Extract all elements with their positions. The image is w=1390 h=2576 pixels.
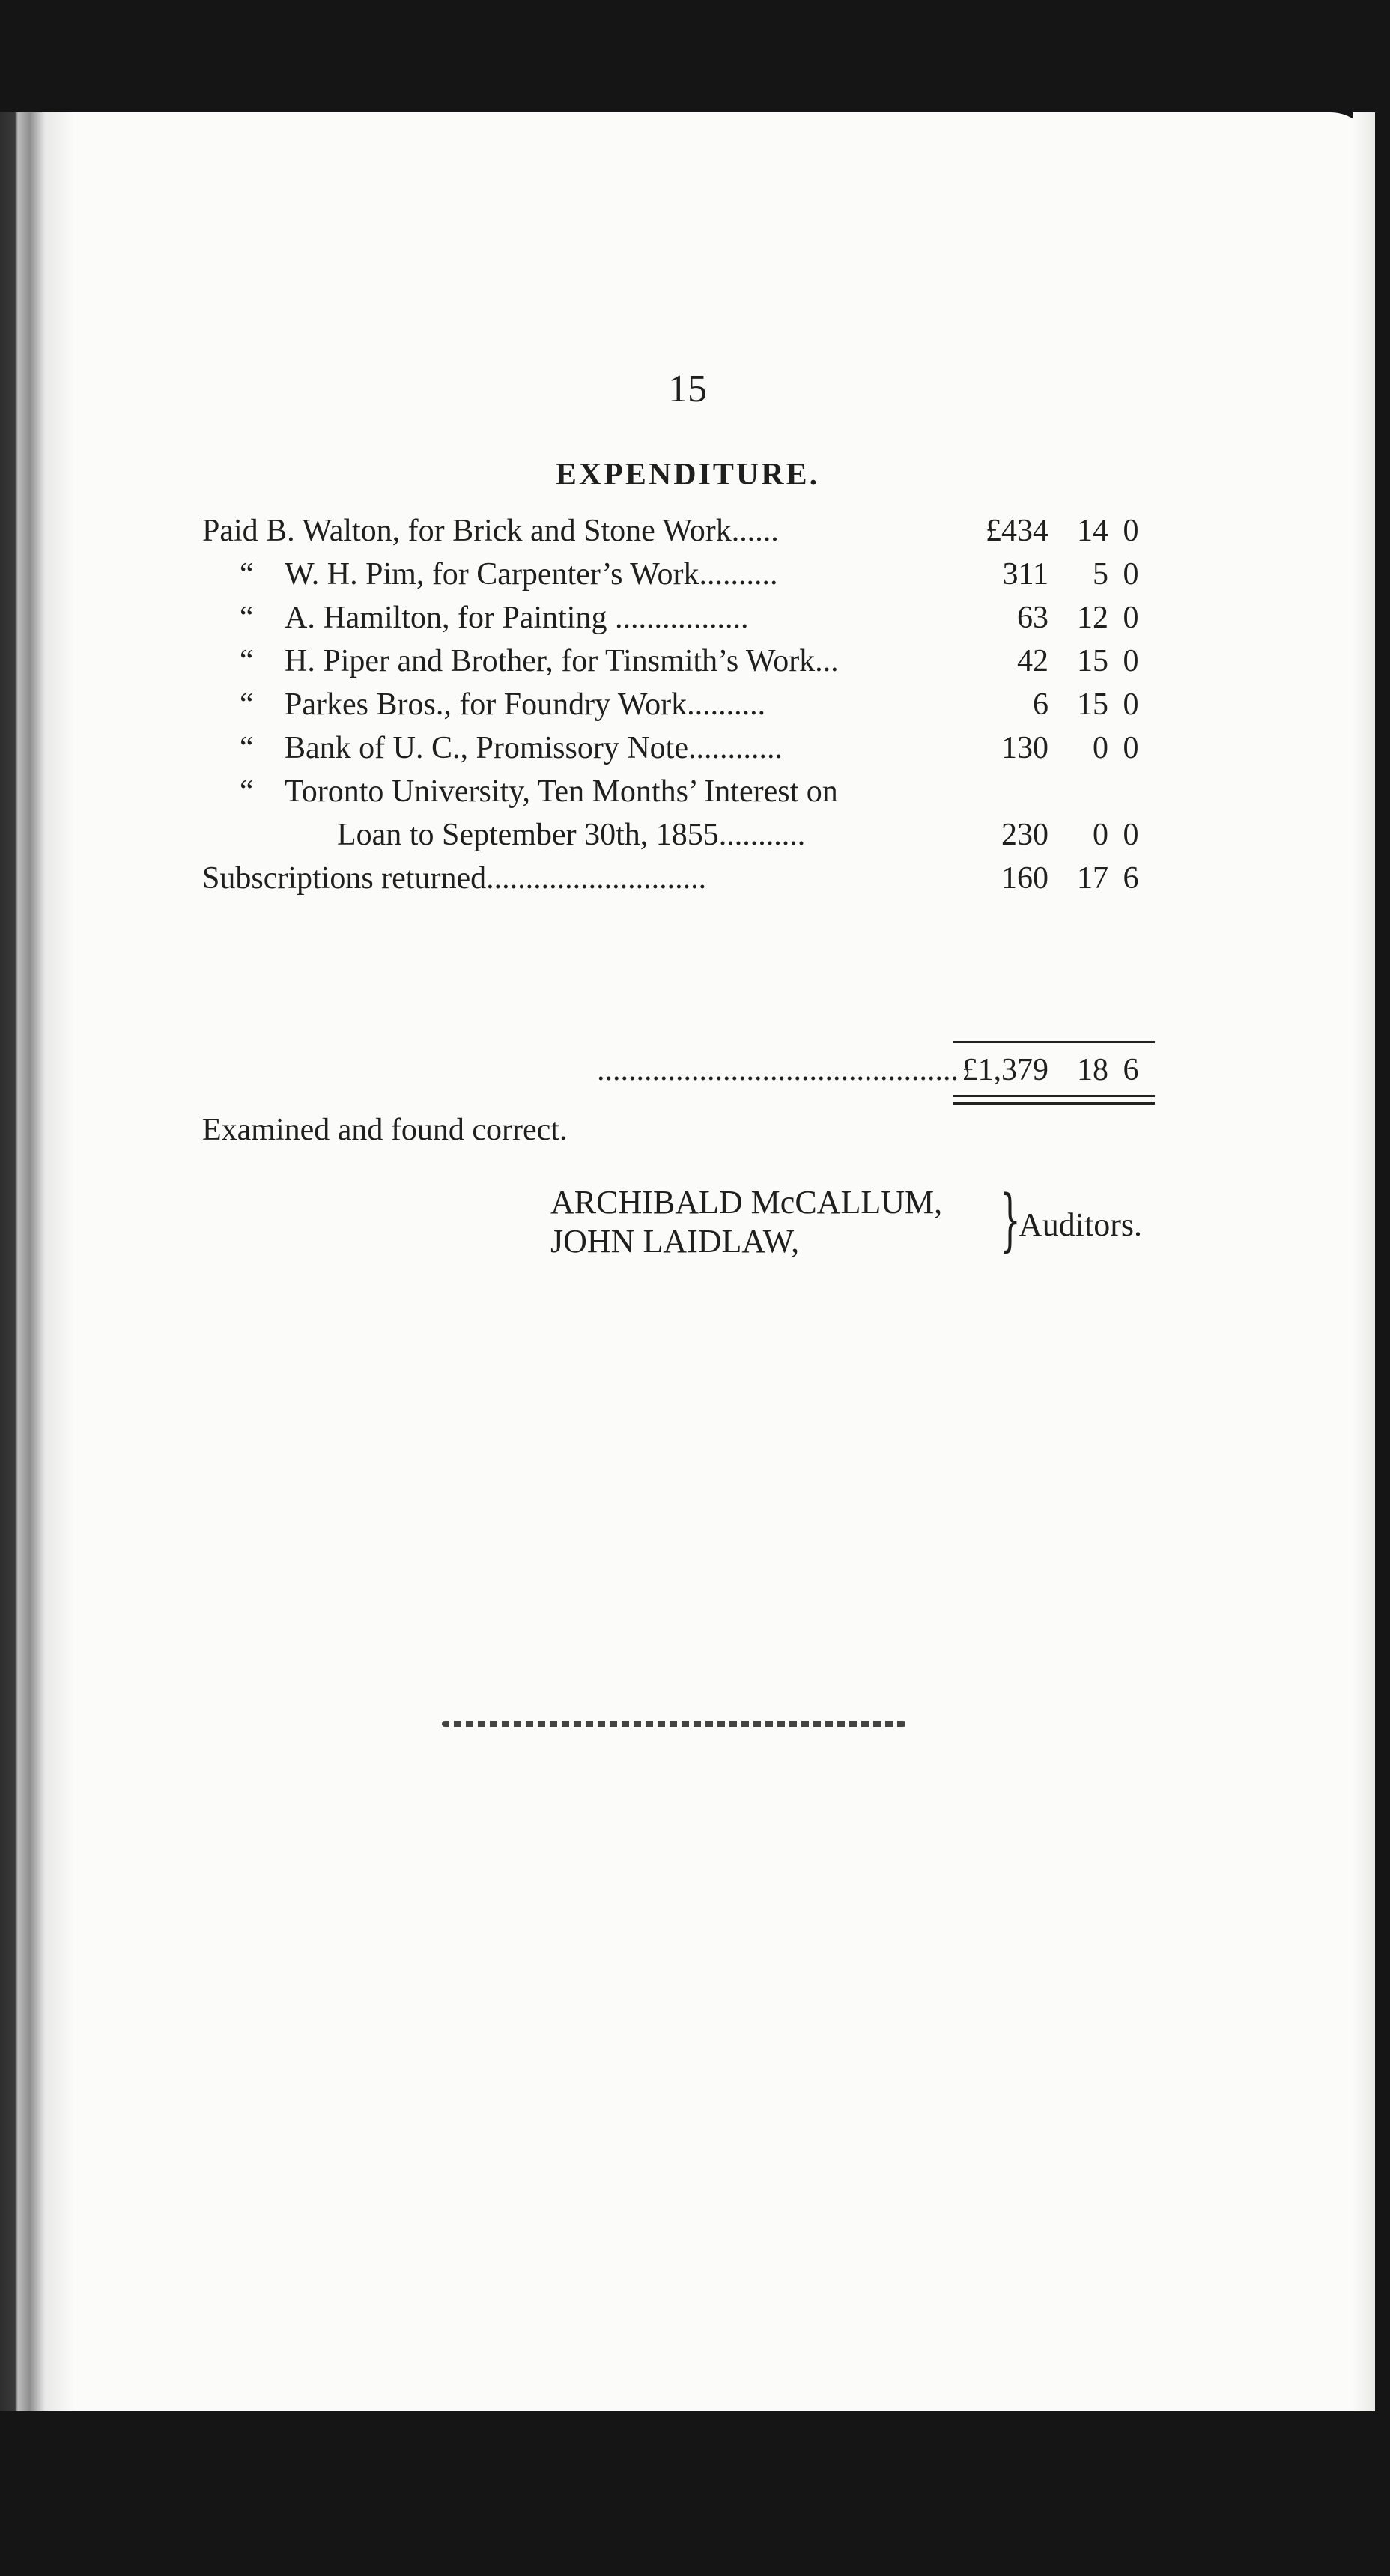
ledger-row bbox=[202, 813, 1153, 857]
decorative-rule bbox=[442, 1721, 906, 1727]
ditto-mark: “ bbox=[240, 687, 254, 722]
pence-cell: 0 bbox=[1123, 557, 1139, 592]
pence-cell: 6 bbox=[1123, 861, 1139, 896]
pounds-cell: 42 bbox=[1017, 644, 1048, 678]
ledger-row bbox=[202, 596, 1153, 640]
ledger-row bbox=[202, 553, 1153, 596]
ledger-description bbox=[240, 553, 951, 596]
ledger-description bbox=[240, 770, 951, 813]
pounds-cell: 63 bbox=[1017, 601, 1048, 635]
auditor-names bbox=[550, 1183, 942, 1261]
document-page bbox=[0, 112, 1375, 2411]
ditto-mark: “ bbox=[240, 557, 254, 592]
ledger-row bbox=[202, 640, 1153, 683]
shillings-cell: 5 bbox=[1093, 557, 1108, 592]
pounds-cell: £434 bbox=[986, 514, 1048, 548]
ledger-prefix: Paid bbox=[202, 514, 258, 548]
ledger-text: A. Hamilton, for Painting ................. bbox=[285, 601, 749, 635]
ledger-text: H. Piper and Brother, for Tinsmith’s Work... bbox=[285, 644, 839, 678]
section-heading: EXPENDITURE. bbox=[555, 458, 820, 492]
total-row bbox=[202, 1048, 1153, 1092]
ledger-description bbox=[240, 596, 951, 640]
ledger-description: Loan to September 30th, 1855........... bbox=[337, 818, 806, 852]
ledger-row bbox=[202, 726, 1153, 770]
pence-cell: 0 bbox=[1123, 601, 1139, 635]
ledger-description bbox=[240, 640, 951, 683]
brace-mark: } bbox=[999, 1181, 1021, 1260]
total-pounds: £1,379 bbox=[962, 1053, 1048, 1087]
total-pence: 6 bbox=[1123, 1053, 1139, 1087]
ledger-row bbox=[202, 509, 1153, 553]
total-double-rule-1 bbox=[953, 1095, 1155, 1097]
expenditure-ledger bbox=[202, 509, 1153, 900]
total-double-rule-2 bbox=[953, 1102, 1155, 1105]
auditors-label: Auditors. bbox=[1019, 1206, 1142, 1243]
auditor-name: JOHN LAIDLAW, bbox=[550, 1223, 800, 1260]
pence-cell: 0 bbox=[1123, 731, 1139, 765]
shillings-cell: 0 bbox=[1093, 731, 1108, 765]
pounds-cell: 230 bbox=[1001, 818, 1048, 852]
pounds-cell: 6 bbox=[1033, 687, 1048, 722]
ledger-description bbox=[240, 726, 951, 770]
shillings-cell: 15 bbox=[1077, 644, 1108, 678]
shillings-cell: 12 bbox=[1077, 601, 1108, 635]
examined-statement: Examined and found correct. bbox=[202, 1113, 568, 1147]
ledger-text: Parkes Bros., for Foundry Work.......... bbox=[285, 687, 766, 722]
shillings-cell: 14 bbox=[1077, 514, 1108, 548]
pence-cell: 0 bbox=[1123, 818, 1139, 852]
page-number: 15 bbox=[668, 368, 707, 410]
pounds-cell: 130 bbox=[1001, 731, 1048, 765]
ledger-description bbox=[202, 509, 951, 553]
ledger-row bbox=[202, 770, 1153, 813]
ledger-text: W. H. Pim, for Carpenter’s Work.......... bbox=[285, 557, 778, 592]
total-shillings: 18 bbox=[1077, 1053, 1108, 1087]
shillings-cell: 17 bbox=[1077, 861, 1108, 896]
shillings-cell: 0 bbox=[1093, 818, 1108, 852]
pounds-cell: 311 bbox=[1002, 557, 1048, 592]
shillings-cell: 15 bbox=[1077, 687, 1108, 722]
ledger-text: B. Walton, for Brick and Stone Work...... bbox=[266, 514, 779, 548]
ledger-description bbox=[240, 683, 951, 726]
ledger-description: Subscriptions returned............................ bbox=[202, 861, 707, 896]
total-leader: .............................................. bbox=[597, 1053, 959, 1087]
ditto-mark: “ bbox=[240, 601, 254, 635]
pence-cell: 0 bbox=[1123, 514, 1139, 548]
ditto-mark: “ bbox=[240, 774, 254, 809]
total-top-rule bbox=[953, 1041, 1155, 1043]
pounds-cell: 160 bbox=[1001, 861, 1048, 896]
ledger-row bbox=[202, 857, 1153, 900]
ledger-text: Bank of U. C., Promissory Note............ bbox=[285, 731, 783, 765]
pence-cell: 0 bbox=[1123, 687, 1139, 722]
auditor-name: ARCHIBALD McCALLUM, bbox=[550, 1184, 943, 1221]
pence-cell: 0 bbox=[1123, 644, 1139, 678]
ditto-mark: “ bbox=[240, 644, 254, 678]
ledger-row bbox=[202, 683, 1153, 726]
ditto-mark: “ bbox=[240, 731, 254, 765]
ledger-text: Toronto University, Ten Months’ Interest on bbox=[285, 774, 838, 809]
